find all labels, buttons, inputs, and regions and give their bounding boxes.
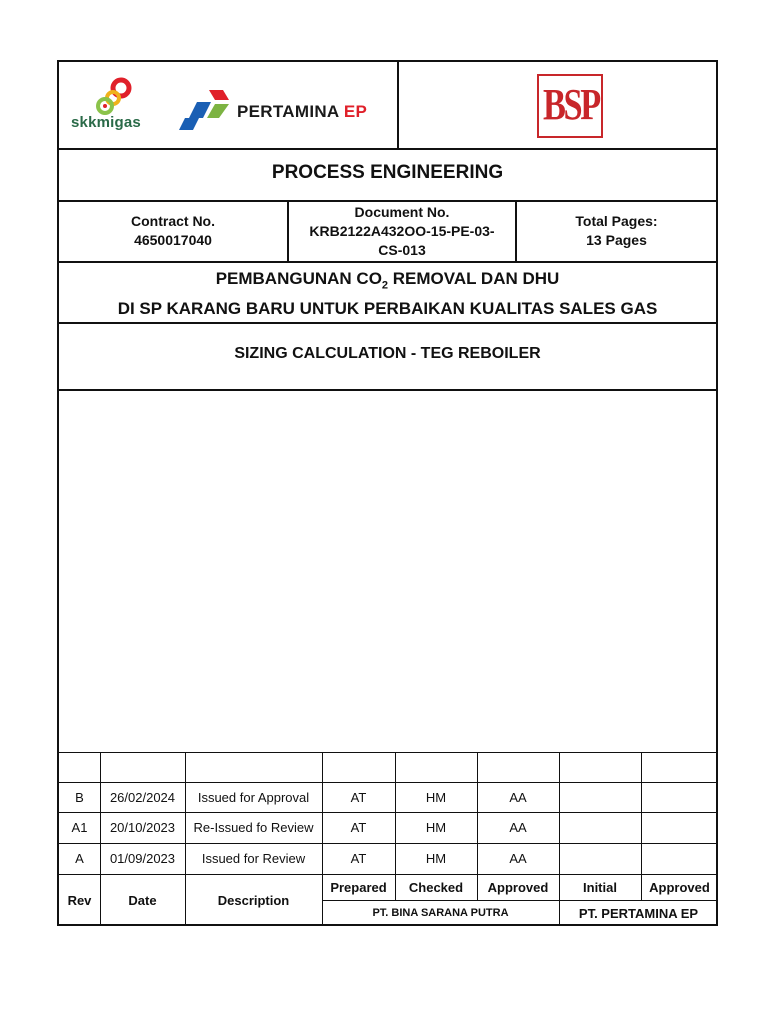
approved-cell: AA bbox=[509, 789, 527, 805]
project-name bbox=[59, 267, 716, 321]
prepared-cell: AT bbox=[350, 789, 367, 805]
document-label: Document No. bbox=[354, 204, 450, 220]
contractor-company: PT. BINA SARANA PUTRA bbox=[372, 907, 509, 919]
contract-block bbox=[59, 212, 287, 250]
approved-header: Approved bbox=[487, 879, 549, 895]
project-line2: DI SP KARANG BARU UNTUK PERBAIKAN KUALITAS SALES GAS bbox=[117, 299, 658, 319]
approved-cell: AA bbox=[509, 851, 527, 866]
divider bbox=[59, 148, 716, 150]
project-line1-b: REMOVAL DAN DHU bbox=[388, 269, 560, 288]
description-header: Description bbox=[217, 892, 290, 908]
checked-cell: HM bbox=[425, 789, 447, 805]
pages-block bbox=[517, 212, 716, 250]
skkmigas-wordmark: skkmigas bbox=[71, 114, 141, 131]
document-number-line2: CS-013 bbox=[378, 242, 426, 258]
pertamina-wordmark bbox=[237, 102, 367, 122]
bsp-logo bbox=[537, 74, 603, 138]
divider bbox=[59, 200, 716, 202]
checked-header: Checked bbox=[408, 879, 464, 895]
date-header: Date bbox=[128, 892, 157, 908]
document-title: SIZING CALCULATION - TEG REBOILER bbox=[234, 345, 541, 362]
prepared-cell: AT bbox=[350, 851, 367, 866]
divider bbox=[59, 389, 716, 391]
document-number-line1: KRB2122A432OO-15-PE-03- bbox=[309, 223, 495, 239]
date-cell: 26/02/2024 bbox=[109, 789, 176, 805]
pages-label: Total Pages: bbox=[575, 213, 658, 229]
pertamina-ep-word: EP bbox=[343, 102, 368, 121]
initial-header: Initial bbox=[583, 879, 617, 895]
contract-label: Contract No. bbox=[131, 213, 215, 229]
divider bbox=[59, 322, 716, 324]
document-cover-frame bbox=[57, 60, 718, 926]
contract-number: 4650017040 bbox=[134, 232, 212, 248]
description-cell: Issued for Approval bbox=[197, 789, 310, 805]
co2-subscript: 2 bbox=[381, 279, 389, 292]
pertamina-word: PERTAMINA bbox=[237, 102, 339, 121]
skkmigas-logo bbox=[71, 76, 167, 136]
pertamina-ep-logo bbox=[179, 88, 379, 136]
date-cell: 20/10/2023 bbox=[109, 820, 176, 835]
project-line1 bbox=[59, 267, 716, 297]
description-cell: Issued for Review bbox=[201, 851, 306, 866]
divider bbox=[59, 261, 716, 263]
prepared-header: Prepared bbox=[330, 879, 387, 895]
rev-cell: A1 bbox=[71, 820, 88, 835]
bsp-wordmark: BSP bbox=[543, 80, 599, 129]
description-cell: Re-Issued fo Review bbox=[193, 820, 314, 835]
logo-divider bbox=[397, 62, 399, 150]
project-line1-a: PEMBANGUNAN CO bbox=[215, 269, 382, 288]
approved-cell: AA bbox=[509, 820, 527, 835]
client-company: PT. PERTAMINA EP bbox=[578, 905, 699, 921]
date-cell: 01/09/2023 bbox=[109, 851, 176, 866]
checked-cell: HM bbox=[425, 820, 447, 835]
pages-count: 13 Pages bbox=[586, 232, 647, 248]
rev-cell: B bbox=[75, 789, 84, 805]
table-top-line bbox=[59, 752, 716, 753]
section-title: PROCESS ENGINEERING bbox=[271, 162, 504, 183]
prepared-cell: AT bbox=[350, 820, 367, 835]
client-approved-header: Approved bbox=[649, 879, 710, 895]
checked-cell: HM bbox=[425, 851, 447, 866]
rev-cell: A bbox=[75, 851, 84, 866]
document-block bbox=[289, 203, 515, 260]
rev-header: Rev bbox=[67, 892, 92, 908]
